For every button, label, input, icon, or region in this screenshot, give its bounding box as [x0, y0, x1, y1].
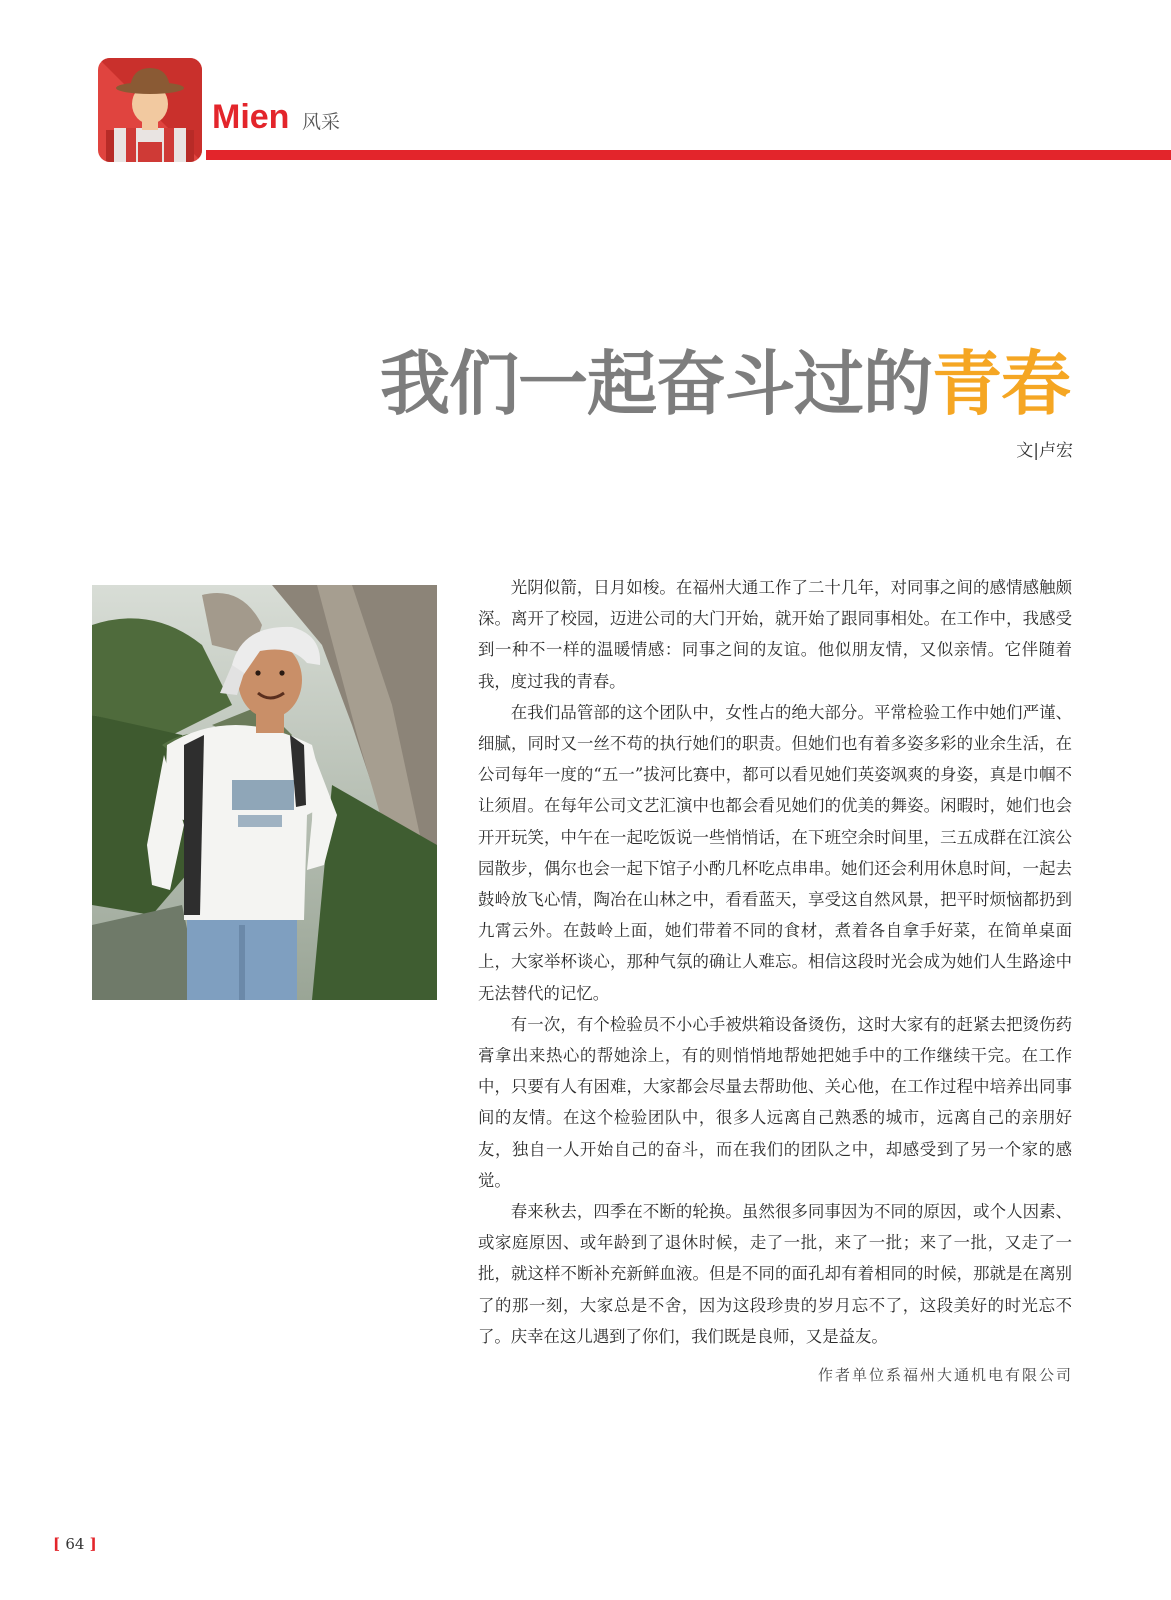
author-photo [92, 585, 437, 1000]
title-main: 我们一起奋斗过的 [380, 343, 932, 425]
page-number-value: 64 [65, 1535, 85, 1553]
header-rule [206, 150, 1171, 160]
title-accent: 青春 [932, 343, 1070, 425]
paragraph: 光阴似箭，日月如梭。在福州大通工作了二十几年，对同事之间的感情感触颇深。离开了校园，迈进公司的大门开始，就开始了跟同事相处。在工作中，我感受到一种不一样的温暖情感：同事之间的友谊。他似朋友情，又似亲情。它伴随着我，度过我的青春。 [478, 578, 1072, 691]
article-title [300, 345, 1070, 423]
author-affiliation: 作者单位系福州大通机电有限公司 [817, 1366, 1073, 1384]
farmer-avatar-icon [98, 58, 202, 162]
article-body [478, 572, 1072, 1352]
byline: 文|卢宏 [1016, 441, 1073, 461]
paragraph: 有一次，有个检验员不小心手被烘箱设备烫伤，这时大家有的赶紧去把烫伤药膏拿出来热心的帮她涂上，有的则悄悄地帮她把她手中的工作继续干完。在工作中，只要有人有困难，大家都会尽量去帮助他、关心他，在工作过程中培养出同事间的友情。在这个检验团队中，很多人远离自己熟悉的城市，远离自己的亲朋好友，独自一人开始自己的奋斗，而在我们的团队之中，却感受到了另一个家的感觉。 [478, 1014, 1072, 1190]
section-subtitle: 风采 [302, 111, 341, 133]
page-number: [ 64 ] [53, 1535, 97, 1553]
paragraph: 春来秋去，四季在不断的轮换。虽然很多同事因为不同的原因，或个人因素、或家庭原因、或年龄到了退休时候，走了一批，来了一批；来了一批，又走了一批，就这样不断补充新鲜血液。但是不同的面孔却有着相同的时候，那就是在离别了的那一刻，大家总是不舍，因为这段珍贵的岁月忘不了，这段美好的时光忘不了。庆幸在这儿遇到了你们，我们既是良师，又是益友。 [478, 1202, 1072, 1346]
paragraph: 在我们品管部的这个团队中，女性占的绝大部分。平常检验工作中她们严谨、细腻，同时又一丝不苟的执行她们的职责。但她们也有着多姿多彩的业余生活，在公司每年一度的“五一”拔河比赛中，都可以看见她们英姿飒爽的身姿，真是巾帼不让须眉。在每年公司文艺汇演中也都会看见她们的优美的舞姿。闲暇时，她们也会开开玩笑，中午在一起吃饭说一些悄悄话，在下班空余时间里，三五成群在江滨公园散步，偶尔也会一起下馆子小酌几杯吃点串串。她们还会利用休息时间，一起去鼓岭放飞心情，陶冶在山林之中，看看蓝天，享受这自然风景，把平时烦恼都扔到九霄云外。在鼓岭上面，她们带着不同的食材，煮着各自拿手好菜，在简单桌面上，大家举杯谈心，那种气氛的确让人难忘。相信这段时光会成为她们人生路途中无法替代的记忆。 [478, 702, 1072, 1003]
section-name: Mien [212, 98, 290, 136]
